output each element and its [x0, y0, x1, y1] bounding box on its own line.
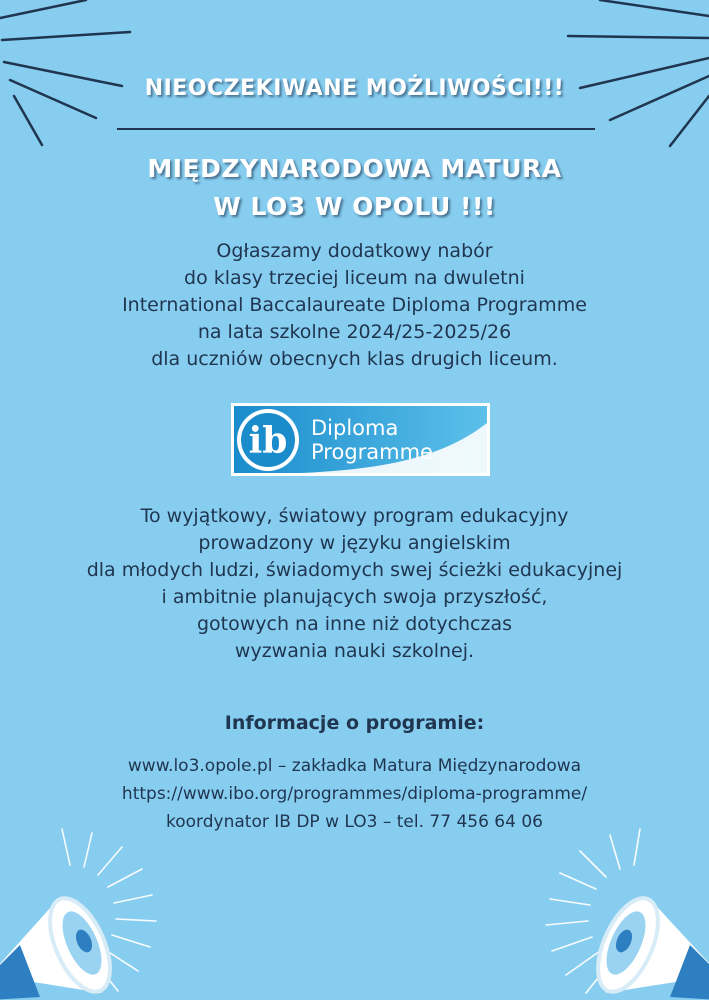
intro-paragraph	[0, 238, 709, 373]
subheadline-line: MIĘDZYNARODOWA MATURA	[147, 154, 562, 183]
ib-diploma-programme-logo	[231, 403, 490, 476]
logo-line-2: Programme	[311, 440, 433, 464]
megaphone-icon-right	[530, 825, 709, 1000]
divider	[117, 128, 595, 130]
subheadline	[0, 150, 709, 226]
info-ibo-link[interactable]: https://www.ibo.org/programmes/diploma-programme/	[121, 784, 588, 804]
info-heading: Informacje o programie:	[224, 712, 485, 734]
description-line: To wyjątkowy, światowy program edukacyjny	[140, 505, 569, 527]
info-website-link[interactable]: www.lo3.opole.pl – zakładka Matura Międzynarodowa	[127, 756, 582, 776]
ib-mark: ib	[248, 420, 288, 462]
description-line: prowadzony w języku angielskim	[198, 532, 511, 554]
intro-line: na lata szkolne 2024/25-2025/26	[197, 321, 512, 343]
description-line: dla młodych ludzi, świadomych swej ścieżki edukacyjnej	[86, 559, 623, 581]
intro-line: International Baccalaureate Diploma Programme	[122, 294, 587, 316]
logo-line-1: Diploma	[311, 416, 399, 440]
description-paragraph	[0, 503, 709, 665]
intro-line: Ogłaszamy dodatkowy nabór	[216, 240, 493, 262]
description-line: wyzwania nauki szkolnej.	[234, 640, 475, 662]
info-coordinator-phone: koordynator IB DP w LO3 – tel. 77 456 64 06	[166, 812, 543, 832]
description-line: i ambitnie planujących swoja przyszłość,	[161, 586, 548, 608]
intro-line: do klasy trzeciej liceum na dwuletni	[184, 267, 525, 289]
info-list	[0, 752, 709, 836]
intro-line: dla uczniów obecnych klas drugich liceum.	[151, 348, 558, 370]
description-line: gotowych na inne niż dotychczas	[196, 613, 513, 635]
headline: NIEOCZEKIWANE MOŻLIWOŚCI!!!	[144, 76, 565, 101]
megaphone-icon-left	[0, 825, 170, 1000]
subheadline-line: W LO3 W OPOLU !!!	[213, 192, 496, 221]
